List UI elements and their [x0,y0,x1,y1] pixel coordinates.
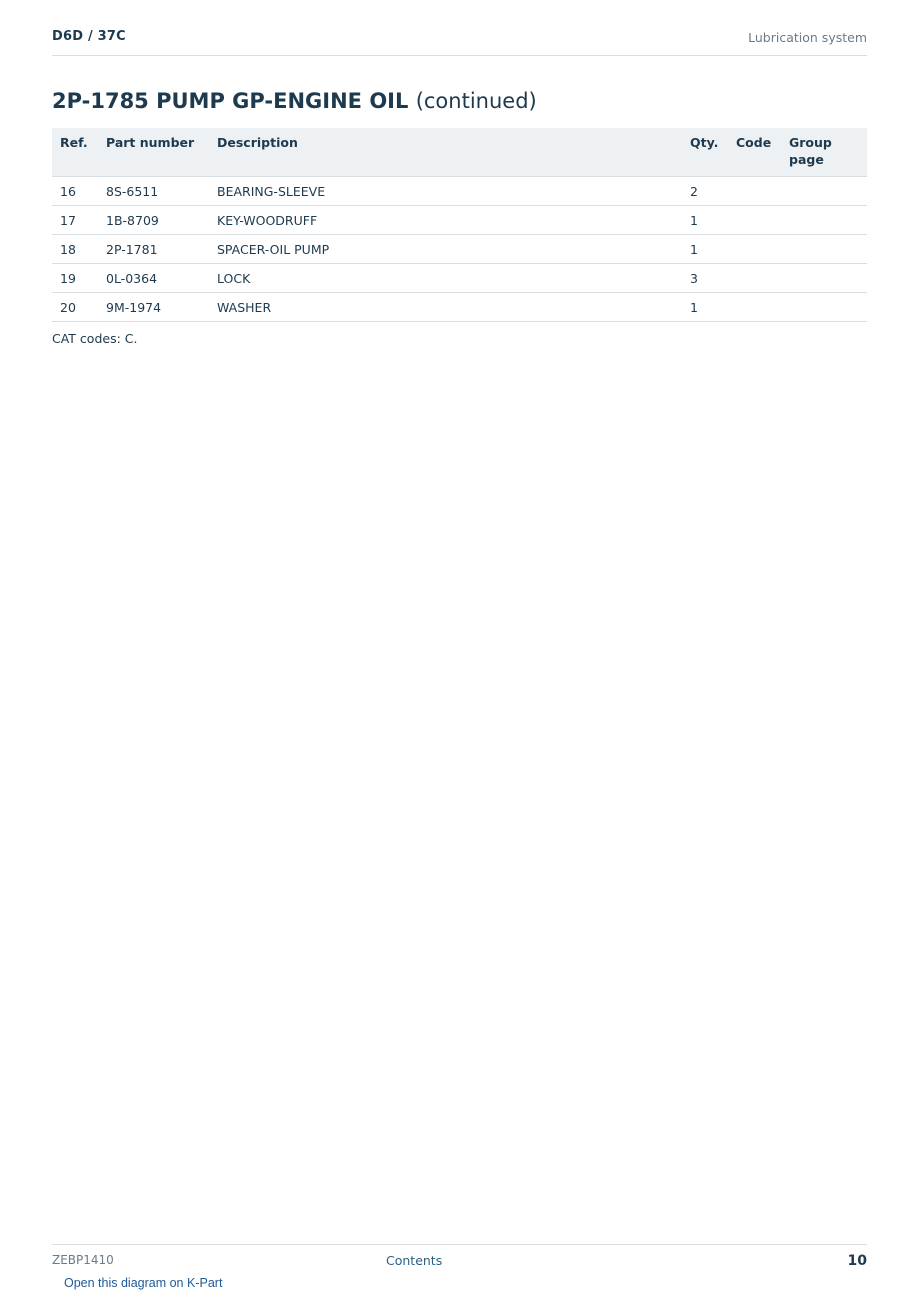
cell-part-number: 2P-1781 [98,235,209,264]
page-number: 10 [847,1253,867,1269]
cell-qty: 1 [682,235,728,264]
column-header-part-number: Part number [98,128,209,177]
cell-ref: 18 [52,235,98,264]
cell-code [728,264,781,293]
cell-code [728,206,781,235]
title-main: 2P-1785 PUMP GP-ENGINE OIL [52,89,409,113]
cell-qty: 1 [682,206,728,235]
table-header-row [52,128,867,177]
cell-group-page [781,177,867,206]
cell-code [728,293,781,322]
cell-ref: 16 [52,177,98,206]
cell-part-number: 1B-8709 [98,206,209,235]
page-footer [52,1244,867,1269]
parts-table [52,128,867,322]
column-header-description: Description [209,128,682,177]
open-kpart-link[interactable]: Open this diagram on K-Part [64,1276,223,1290]
cell-group-page [781,206,867,235]
page-header [52,29,867,56]
contents-link[interactable]: Contents [386,1253,443,1268]
table-row [52,264,867,293]
cell-qty: 2 [682,177,728,206]
cell-group-page [781,235,867,264]
cell-group-page [781,293,867,322]
table-row [52,177,867,206]
cell-description: WASHER [209,293,682,322]
cell-description: LOCK [209,264,682,293]
cell-description: KEY-WOODRUFF [209,206,682,235]
model-label: D6D / 37C [52,29,126,44]
cell-description: BEARING-SLEEVE [209,177,682,206]
cell-group-page [781,264,867,293]
column-header-ref: Ref. [52,128,98,177]
column-header-code: Code [728,128,781,177]
cat-codes-note: CAT codes: C. [52,331,138,346]
cell-code [728,235,781,264]
cell-part-number: 8S-6511 [98,177,209,206]
cell-part-number: 9M-1974 [98,293,209,322]
column-header-group-page: Group page [781,128,867,177]
table-row [52,235,867,264]
cell-qty: 3 [682,264,728,293]
cell-qty: 1 [682,293,728,322]
column-header-qty: Qty. [682,128,728,177]
cell-code [728,177,781,206]
section-label: Lubrication system [748,30,867,45]
cell-description: SPACER-OIL PUMP [209,235,682,264]
table-row [52,206,867,235]
cell-ref: 19 [52,264,98,293]
cell-part-number: 0L-0364 [98,264,209,293]
page-title [52,89,537,113]
table-row [52,293,867,322]
document-id: ZEBP1410 [52,1253,114,1267]
title-suffix: (continued) [415,89,537,113]
cell-ref: 17 [52,206,98,235]
cell-ref: 20 [52,293,98,322]
